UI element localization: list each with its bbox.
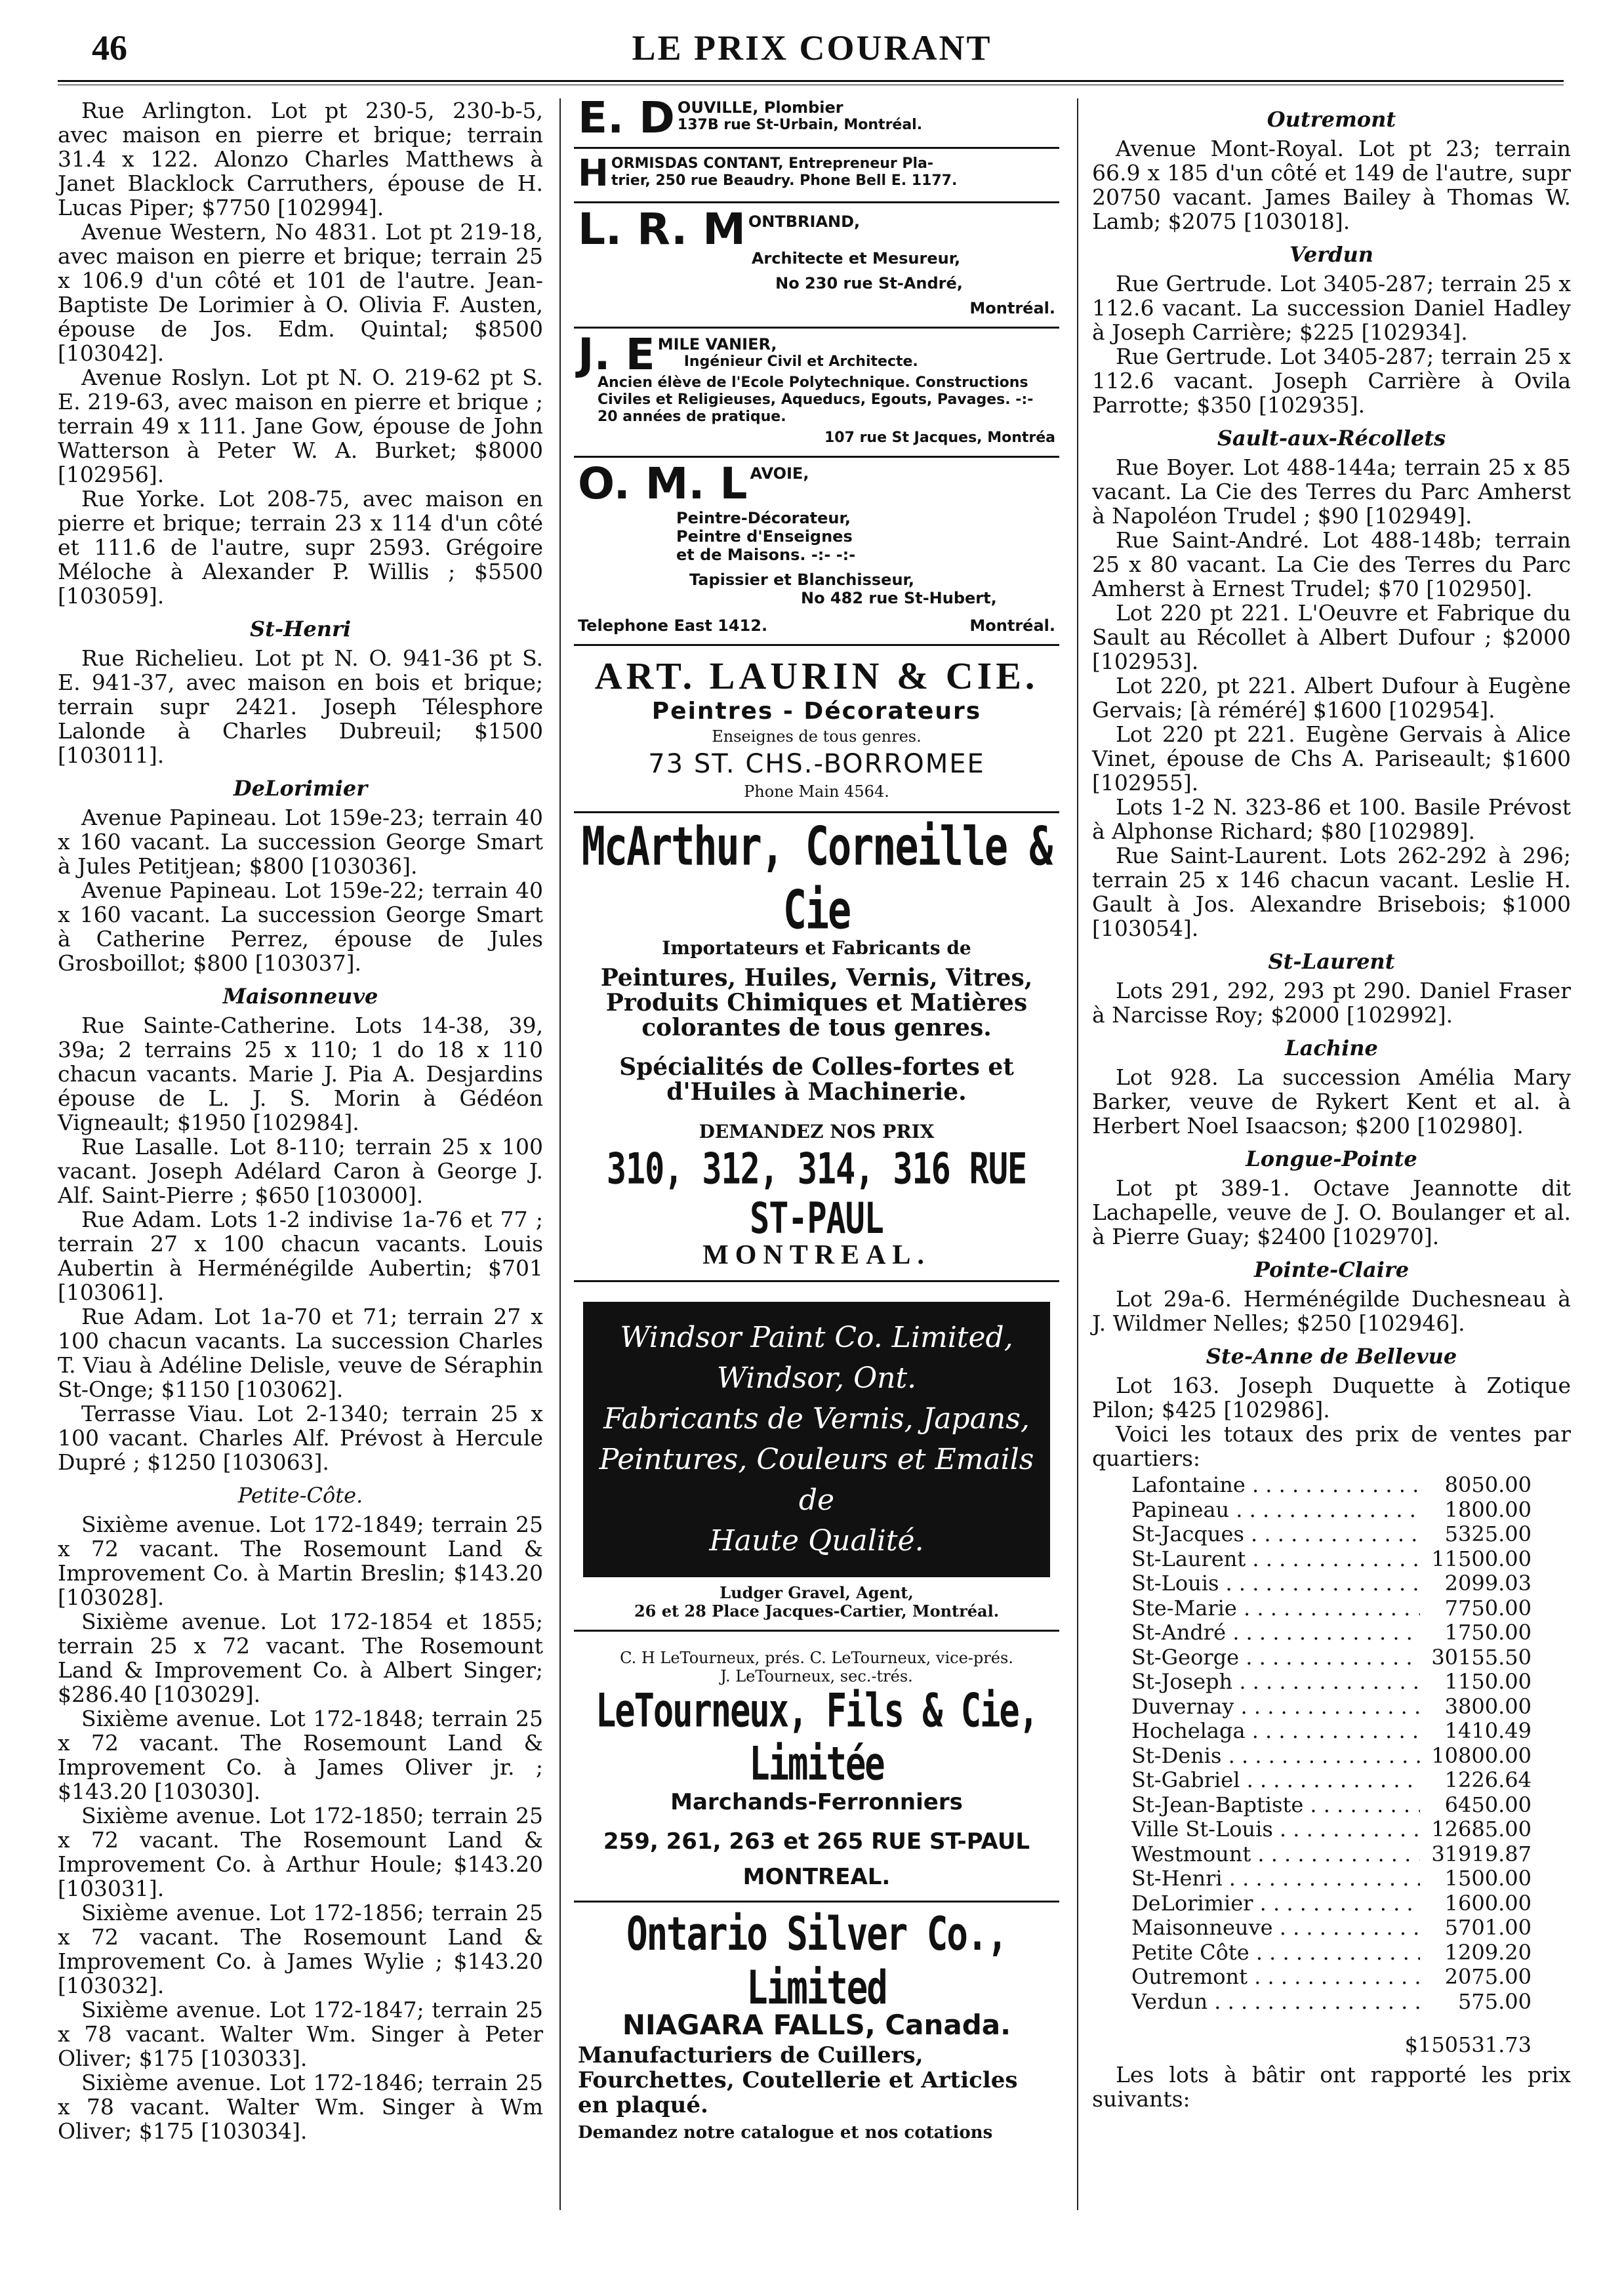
ad-windsor-line3: Fabricants de Vernis, Japans, (603, 1402, 1030, 1436)
ad-montbriand-line1: Architecte et Mesureur, (751, 249, 961, 268)
totals-row (1131, 1571, 1532, 1596)
totals-district-name: St-Denis . . . (1131, 1744, 1420, 1769)
property-transaction-entry: Lot 220, pt 221. Albert Dufour à Eugène Gervais; [à réméré] $1600 [102954]. (1092, 673, 1571, 723)
totals-value: 1226.64 (1444, 1767, 1532, 1792)
ad-ontario-foot: Demandez notre catalogue et nos cotations (578, 2123, 993, 2143)
ad-letourneux-city: MONTREAL. (742, 1864, 891, 1890)
totals-district-name: DeLorimier . . . (1131, 1891, 1420, 1916)
ad-letourneux-sub: Marchands-Ferronniers (670, 1789, 963, 1815)
property-transaction-entry: Lot pt 389-1. Octave Jeannotte dit Lachapelle, veuve de J. O. Boulanger et al. à Pierre Guay; $2400 [102970]. (1092, 1175, 1571, 1249)
totals-value: 1500.00 (1444, 1866, 1532, 1891)
district-heading: St-Henri (249, 616, 352, 641)
totals-value: 31919.87 (1431, 1841, 1532, 1866)
property-transaction-entry: Rue Adam. Lots 1-2 indivise 1a-76 et 77 ; terrain 27 x 100 chacun vacants. Louis Aubertin à Herménégilde Aubertin; $701 [103061]. (58, 1207, 543, 1305)
ad-vanier-line1: Ingénieur Civil et Architecte. (683, 353, 918, 370)
totals-row (1131, 1473, 1532, 1498)
totals-row (1131, 1621, 1532, 1645)
column-divider-left (559, 98, 561, 2210)
property-transaction-entry: Avenue Roslyn. Lot pt N. O. 219-62 pt S. E. 219-63, avec maison en pierre et brique ; terrain 49 x 111. Jane Gow, épouse de John Watterson à Peter W. A. Burket; $8000 [102956]. (58, 365, 543, 487)
totals-district-name: Westmount . . . (1131, 1842, 1420, 1867)
ad-lavoie-line5: No 482 rue St-Hubert, (801, 589, 997, 607)
property-transaction-entry: Sixième avenue. Lot 172-1847; terrain 25 x 78 vacant. Walter Wm. Singer à Peter Oliver; $175 [103033]. (58, 1997, 543, 2071)
totals-district-name: Ste-Marie . . . (1131, 1596, 1420, 1621)
property-transaction-entry: Rue Saint-André. Lot 488-148b; terrain 25 x 80 vacant. La Cie des Terres du Parc Amherst à Ernest Trudel; $70 [102950]. (1092, 527, 1571, 601)
property-transaction-entry: Lot 163. Joseph Duquette à Zotique Pilon; $425 [102986]. (1092, 1373, 1571, 1422)
property-transaction-entry: Sixième avenue. Lot 172-1846; terrain 25 x 78 vacant. Walter Wm. Singer à Wm Oliver; $175 [103034]. (58, 2070, 543, 2144)
totals-value: 1800.00 (1444, 1497, 1532, 1522)
ad-contant-line2: trier, 250 rue Beaudry. Phone Bell E. 1177. (611, 172, 958, 189)
ad-ontario-title: Ontario Silver Co., Limited (626, 1907, 1007, 2015)
property-transaction-entry: Sixième avenue. Lot 172-1854 et 1855; terrain 25 x 72 vacant. The Rosemount Land & Improvement Co. à Albert Singer; $286.40 [103029]. (58, 1609, 543, 1707)
property-transaction-entry: Avenue Papineau. Lot 159e-23; terrain 40 x 160 vacant. La succession George Smart à Jules Petitjean; $800 [103036]. (58, 805, 543, 879)
property-transaction-entry: Lot 220 pt 221. Eugène Gervais à Alice Vinet, épouse de Chs A. Pariseault; $1600 [102955]. (1092, 721, 1571, 796)
ad-mcarthur-line1: Importateurs et Fabricants de (662, 937, 971, 959)
district-heading: Outremont (1267, 107, 1396, 132)
totals-district-name: St-George . . . (1131, 1645, 1420, 1670)
totals-district-name: Hochelaga . . . (1131, 1719, 1420, 1744)
totals-row (1131, 1744, 1532, 1769)
district-heading: Longue-Pointe (1246, 1146, 1417, 1171)
totals-district-name: Maisonneuve . . . (1131, 1916, 1420, 1941)
totals-value: 10800.00 (1431, 1743, 1532, 1768)
ad-windsor-line2: Windsor, Ont. (716, 1361, 917, 1395)
ad-montbriand-initial: L. R. M (578, 204, 746, 254)
totals-row (1131, 1817, 1532, 1842)
totals-district-name: St-Joseph . . . (1131, 1670, 1420, 1695)
totals-row (1131, 1941, 1532, 1965)
ad-lavoie-line1: Peintre-Décorateur, (676, 509, 851, 527)
ad-laurin-small: Enseignes de tous genres. (712, 727, 922, 746)
ad-vanier-line3: 107 rue St Jacques, Montréa (824, 430, 1055, 446)
property-transaction-entry: Avenue Western, No 4831. Lot pt 219-18, avec maison en pierre et brique; terrain 25 x 106.9 d'un côté et 101 de l'autre. Jean-Baptiste De Lorimier à O. Olivia F. Austen, épouse de Jos. Edm. Quintal; $8500 [103042]. (58, 219, 543, 366)
right-column (1092, 98, 1571, 2111)
ad-vanier-name: MILE VANIER, (657, 335, 777, 353)
totals-value: 6450.00 (1444, 1792, 1532, 1817)
property-transaction-entry: Sixième avenue. Lot 172-1856; terrain 25 x 72 vacant. The Rosemount Land & Improvement Co. à James Wylie ; $143.20 [103032]. (58, 1900, 543, 1998)
ad-lavoie (574, 458, 1059, 646)
totals-district-name: St-Gabriel . . . (1131, 1768, 1420, 1793)
ad-laurin-address: 73 ST. CHS.-BORROMEE (648, 749, 985, 779)
totals-district-name: St-Henri . . . (1131, 1866, 1420, 1891)
totals-value: 1750.00 (1444, 1620, 1532, 1645)
left-column (58, 98, 543, 2143)
totals-district-name: St-André . . . (1131, 1621, 1420, 1645)
totals-row (1131, 1891, 1532, 1916)
totals-row (1131, 1916, 1532, 1941)
district-heading: Ste-Anne de Bellevue (1206, 1344, 1457, 1369)
advertisement-column (574, 92, 1059, 2153)
property-transaction-entry: Lots 291, 292, 293 pt 290. Daniel Fraser à Narcisse Roy; $2000 [102992]. (1092, 978, 1571, 1028)
ad-mcarthur-address: 310, 312, 314, 316 RUE ST-PAUL (606, 1144, 1027, 1243)
ad-letourneux-address: 259, 261, 263 et 265 RUE ST-PAUL (603, 1828, 1030, 1855)
district-heading: Sault-aux-Récollets (1217, 426, 1446, 451)
totals-row (1131, 1768, 1532, 1793)
grand-total: $150531.73 (1404, 2032, 1532, 2057)
ad-laurin-phone: Phone Main 4564. (744, 782, 889, 801)
ad-windsor-line5: Haute Qualité. (709, 1524, 924, 1558)
ad-mcarthur-line2: Peintures, Huiles, Vernis, Vitres, Produits Chimiques et Matières colorantes de tous genres. (600, 964, 1033, 1041)
ad-contant-initial: H (578, 152, 609, 195)
ad-windsor-line1: Windsor Paint Co. Limited, (620, 1321, 1013, 1354)
totals-row (1131, 1695, 1532, 1720)
ad-letourneux (574, 1632, 1059, 1903)
ad-mcarthur (574, 813, 1059, 1282)
ad-vanier (574, 329, 1059, 458)
totals-district-name: Duvernay . . . (1131, 1695, 1420, 1720)
property-transaction-entry: Rue Lasalle. Lot 8-110; terrain 25 x 100 vacant. Joseph Adélard Caron à George J. Alf. Saint-Pierre ; $650 [103000]. (58, 1134, 543, 1208)
ad-mcarthur-city: MONTREAL. (702, 1240, 931, 1270)
ad-montbriand-name: ONTBRIAND, (748, 212, 861, 231)
ad-lavoie-line2: Peintre d'Enseignes (676, 527, 853, 546)
totals-value: 2075.00 (1444, 1964, 1532, 1989)
totals-value: 3800.00 (1444, 1693, 1532, 1719)
running-head-title: LE PRIX COURANT (632, 28, 992, 68)
totals-value: 12685.00 (1431, 1817, 1532, 1842)
district-heading: Petite-Côte. (237, 1483, 363, 1508)
ad-laurin-title: ART. LAURIN & CIE. (594, 655, 1039, 697)
ad-douville-name: OUVILLE, Plombier (677, 98, 843, 117)
totals-district-name: Verdun . . . (1131, 1990, 1420, 2015)
totals-district-name: St-Laurent . . . (1131, 1547, 1420, 1572)
totals-district-name: St-Jacques . . . (1131, 1522, 1420, 1547)
property-transaction-entry: Rue Yorke. Lot 208-75, avec maison en pierre et brique; terrain 23 x 114 d'un côté et 111.6 de l'autre, supr 2593. Grégoire Méloche à Alexander P. Willis ; $5500 [103059]. (58, 486, 543, 609)
ad-windsor (574, 1282, 1059, 1632)
property-transaction-entry: Rue Gertrude. Lot 3405-287; terrain 25 x 112.6 vacant. Joseph Carrière à Ovila Parrotte; $350 [102935]. (1092, 344, 1571, 418)
totals-row (1131, 1645, 1532, 1670)
totals-row (1131, 1596, 1532, 1621)
property-transaction-entry: Lot 29a-6. Herménégilde Duchesneau à J. Wildmer Nelles; $250 [102946]. (1092, 1286, 1571, 1336)
closing-text: Les lots à bâtir ont rapporté les prix suivants: (1092, 2062, 1571, 2112)
ad-laurin (574, 646, 1059, 813)
property-transaction-entry: Avenue Mont-Royal. Lot pt 23; terrain 66.9 x 185 d'un côté et 149 de l'autre, supr 20750 vacant. James Bailey à Thomas W. Lamb; $2075 [103018]. (1092, 136, 1571, 234)
totals-district-name: Petite Côte . . . (1131, 1941, 1420, 1965)
totals-value: 2099.03 (1444, 1571, 1532, 1596)
ad-vanier-initial: J. E (578, 329, 655, 380)
district-heading: St-Laurent (1268, 949, 1395, 974)
totals-district-name: Ville St-Louis . . . (1131, 1817, 1420, 1842)
totals-row (1131, 1670, 1532, 1695)
district-heading: Pointe-Claire (1253, 1257, 1410, 1282)
ad-letourneux-line2: J. LeTourneux, sec.-trés. (720, 1667, 913, 1685)
totals-district-name: St-Louis . . . (1131, 1571, 1420, 1596)
ad-laurin-sub: Peintres - Décorateurs (651, 698, 982, 725)
totals-row (1131, 1990, 1532, 2015)
district-heading: Maisonneuve (222, 984, 378, 1009)
ad-contant-line1: ORMISDAS CONTANT, Entrepreneur Pla- (611, 155, 934, 172)
district-heading: DeLorimier (233, 776, 368, 801)
property-transaction-entry: Lot 928. La succession Amélia Mary Barker, veuve de Rykert Kent et al. à Herbert Noel Isaacson; $200 [102980]. (1092, 1064, 1571, 1138)
property-transaction-entry: Rue Gertrude. Lot 3405-287; terrain 25 x 112.6 vacant. La succession Daniel Hadley à Joseph Carrière; $225 [102934]. (1092, 271, 1571, 345)
property-transaction-entry: Rue Richelieu. Lot pt N. O. 941-36 pt S. E. 941-37, avec maison en bois et brique; terrain supr 2421. Joseph Télesphore Lalonde à Charles Dubreuil; $1500 [103011]. (58, 645, 543, 768)
district-heading: Lachine (1285, 1036, 1378, 1060)
column-divider-right (1077, 98, 1078, 2210)
ad-douville-initial: E. D (578, 92, 675, 143)
ad-lavoie-initial: O. M. L (578, 458, 748, 509)
totals-value: 8050.00 (1444, 1472, 1532, 1497)
ad-contant (574, 149, 1059, 203)
ad-ontario-text: Manufacturiers de Cuillers, Fourchettes, Coutellerie et Articles en plaqué. (578, 2042, 1018, 2118)
ad-mcarthur-line3: Spécialités de Colles-fortes et d'Huiles à Machinerie. (619, 1053, 1014, 1106)
property-transaction-entry: Avenue Papineau. Lot 159e-22; terrain 40 x 160 vacant. La succession George Smart à Catherine Perrez, épouse de Jules Grosboillot; $800 [103037]. (58, 877, 543, 976)
district-heading: Verdun (1289, 242, 1373, 267)
totals-value: 5325.00 (1444, 1521, 1532, 1546)
totals-district-name: Outremont . . . (1131, 1965, 1420, 1990)
property-transaction-entry: Rue Adam. Lot 1a-70 et 71; terrain 27 x 100 chacun vacants. La succession Charles T. Viau à Adéline Delisle, veuve de Séraphin St-Onge; $1150 [103062]. (58, 1304, 543, 1402)
ad-windsor-address: 26 et 28 Place Jacques-Cartier, Montréal. (634, 1602, 1000, 1621)
totals-value: 7750.00 (1444, 1595, 1532, 1621)
totals-value: 30155.50 (1431, 1644, 1532, 1670)
ad-douville (574, 92, 1059, 149)
totals-row (1131, 1793, 1532, 1818)
ad-montbriand-line3: Montréal. (969, 299, 1055, 317)
totals-value: 1209.20 (1444, 1939, 1532, 1965)
totals-row (1131, 1866, 1532, 1891)
ad-ontario-city: NIAGARA FALLS, Canada. (622, 2009, 1011, 2041)
ad-lavoie-city: Montréal. (969, 616, 1055, 635)
totals-row (1131, 1965, 1532, 1990)
totals-table (1131, 1473, 1532, 2014)
property-transaction-entry: Rue Arlington. Lot pt 230-5, 230-b-5, avec maison en pierre et brique; terrain 31.4 x 122. Alonzo Charles Matthews à Janet Blacklock Carruthers, épouse de H. Lucas Piper; $7750 [102994]. (58, 98, 543, 220)
ad-montbriand-line2: No 230 rue St-André, (775, 274, 963, 292)
totals-value: 575.00 (1458, 1988, 1532, 2014)
property-transaction-entry: Sixième avenue. Lot 172-1848; terrain 25 x 72 vacant. The Rosemount Land & Improvement Co. à James Oliver jr. ; $143.20 [103030]. (58, 1706, 543, 1804)
property-transaction-entry: Sixième avenue. Lot 172-1849; terrain 25 x 72 vacant. The Rosemount Land & Improvement Co. à Martin Breslin; $143.20 [103028]. (58, 1512, 543, 1610)
ad-montbriand (574, 203, 1059, 329)
ad-windsor-line4: Peintures, Couleurs et Emails de (599, 1443, 1034, 1517)
ad-vanier-line2: Ancien élève de l'Ecole Polytechnique. Constructions Civiles et Religieuses, Aqueducs, Egouts, Pavages. -:- 20 années de pratique. (598, 374, 1034, 425)
ad-lavoie-line4: Tapissier et Blanchisseur, (689, 571, 914, 589)
totals-value: 1600.00 (1444, 1890, 1532, 1916)
ad-lavoie-name: AVOIE, (750, 464, 809, 483)
totals-value: 1410.49 (1444, 1718, 1532, 1743)
ad-mcarthur-title: McArthur, Corneille & Cie (581, 816, 1052, 942)
ad-windsor-banner (583, 1302, 1050, 1577)
ad-mcarthur-line4: DEMANDEZ NOS PRIX (699, 1121, 935, 1142)
property-transaction-entry: Sixième avenue. Lot 172-1850; terrain 25 x 72 vacant. The Rosemount Land & Improvement Co. à Arthur Houle; $143.20 [103031]. (58, 1803, 543, 1901)
ad-ontario-silver (574, 1903, 1059, 2153)
property-transaction-entry: Rue Sainte-Catherine. Lots 14-38, 39, 39a; 2 terrains 25 x 110; 1 do 18 x 110 chacun vacants. Marie J. Pia A. Desjardins épouse de L. J. S. Morin à Gédéon Vigneault; $1950 [102984]. (58, 1013, 543, 1135)
totals-row (1131, 1842, 1532, 1867)
ad-letourneux-title: LeTourneux, Fils & Cie, Limitée (595, 1685, 1038, 1791)
totals-row (1131, 1498, 1532, 1523)
totals-district-name: Papineau . . . (1131, 1498, 1420, 1523)
right-column-entries (1092, 106, 1571, 1470)
ad-douville-address: 137B rue St-Urbain, Montréal. (677, 117, 923, 133)
totals-district-name: Lafontaine . . . (1131, 1473, 1420, 1498)
ad-letourneux-line1: C. H LeTourneux, prés. C. LeTourneux, vice-prés. (620, 1649, 1013, 1667)
totals-row (1131, 1719, 1532, 1744)
property-transaction-entry: Rue Boyer. Lot 488-144a; terrain 25 x 85 vacant. La Cie des Terres du Parc Amherst à Napoléon Trudel ; $90 [102949]. (1092, 454, 1571, 529)
property-transaction-entry: Terrasse Viau. Lot 2-1340; terrain 25 x 100 vacant. Charles Alf. Prévost à Hercule Dupré ; $1250 [103063]. (58, 1401, 543, 1475)
property-transaction-entry: Rue Saint-Laurent. Lots 262-292 à 296; terrain 25 x 146 chacun vacant. Leslie H. Gault à Jos. Alexandre Brisebois; $1000 [103054]. (1092, 843, 1571, 941)
totals-value: 11500.00 (1431, 1546, 1532, 1571)
totals-row (1131, 1522, 1532, 1547)
totals-value: 1150.00 (1444, 1669, 1532, 1694)
totals-value: 5701.00 (1444, 1915, 1532, 1940)
page-number: 46 (92, 28, 127, 68)
ad-lavoie-phone: Telephone East 1412. (578, 616, 768, 635)
property-transaction-entry: Lot 220 pt 221. L'Oeuvre et Fabrique du Sault au Récollet à Albert Dufour ; $2000 [102953]. (1092, 600, 1571, 674)
totals-row (1131, 1547, 1532, 1572)
ad-lavoie-line3: et de Maisons. -:- -:- (676, 546, 856, 564)
header-rule (58, 80, 1564, 85)
ad-windsor-agent: Ludger Gravel, Agent, (720, 1583, 914, 1602)
property-transaction-entry: Lots 1-2 N. 323-86 et 100. Basile Prévost à Alphonse Richard; $80 [102989]. (1092, 794, 1571, 844)
property-transaction-entry: Voici les totaux des prix de ventes par quartiers: (1092, 1421, 1571, 1471)
totals-district-name: St-Jean-Baptiste . . . (1131, 1793, 1420, 1818)
